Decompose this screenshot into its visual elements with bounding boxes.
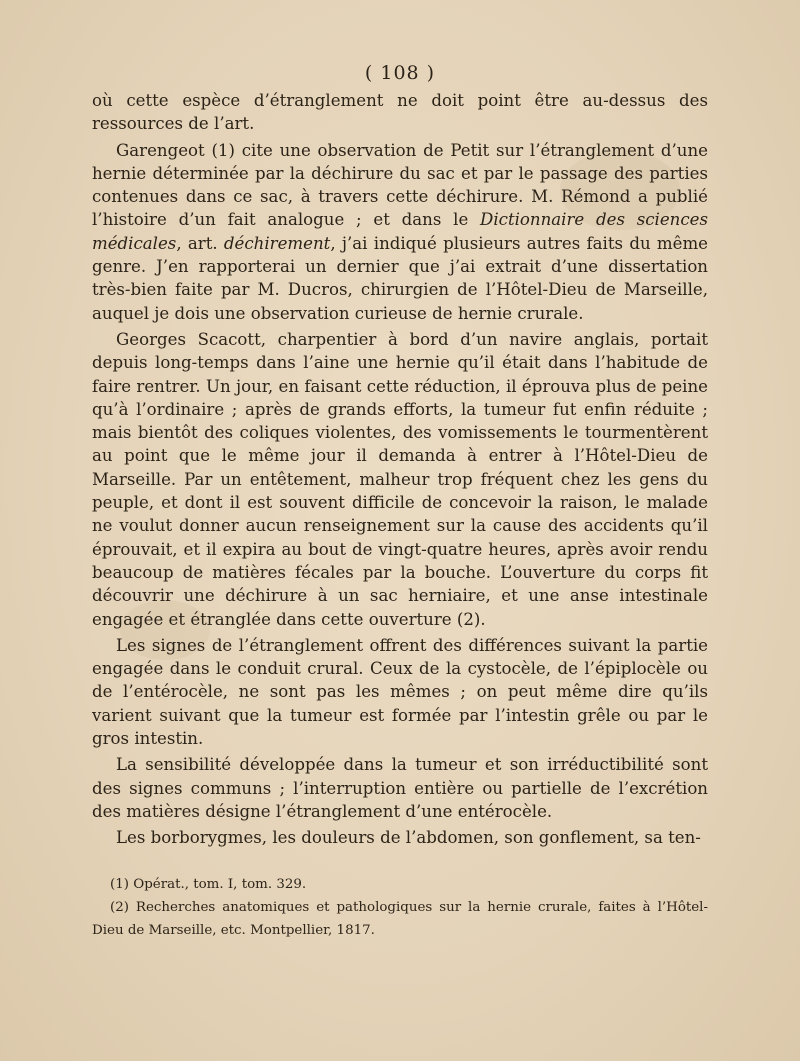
- body-text: [92, 89, 708, 850]
- page-number: ( 108 ): [364, 62, 436, 84]
- paragraph: [92, 139, 708, 325]
- paragraph: Les signes de l’étranglement offrent des différences suivant la partie engagée dans le conduit crural. Ceux de la cystocèle, de l’épiplocèle ou de l’entérocèle, ne sont pas les mêmes ; on peut même dire qu’ils varient suivant que la tumeur est formée par l’intestin grêle ou par le gros intestin.: [92, 635, 708, 749]
- paragraph: Georges Scacott, charpentier à bord d’un navire anglais, portait depuis long-temps dans l’aine une hernie qu’il était dans l’habitude de faire rentrer. Un jour, en faisant cette réduction, il éprouva plus de peine qu’à l’ordinaire ; après de grands efforts, la tumeur fut enfin réduite ; mais bientôt des coliques violentes, des vomissements le tourmentèrent au point que le même jour il demanda à entrer à l’Hôtel-Dieu de Marseille. Par un entêtement, malheur trop fréquent chez les gens du peuple, et dont il est souvent difficile de concevoir la raison, le malade ne voulut donner aucun renseignement sur la cause des accidents qu’il éprouvait, et il expira au bout de vingt-quatre heures, après avoir rendu beaucoup de matières fécales par la bouche. L’ouverture du corps fit découvrir une déchirure à un sac herniaire, et une anse intestinale engagée et étranglée dans cette ouverture (2).: [92, 329, 708, 629]
- footnote: (1) Opérat., tom. I, tom. 329.: [110, 877, 307, 892]
- paragraph-text: , art.: [176, 233, 224, 253]
- paragraph-text: , j’ai indiqué plusieurs autres faits du même genre. J’en rapporterai un dernier que j’ai extrait d’une dissertation très-bien faite par M. Ducros, chirurgien de l’Hôtel-Dieu de Marseille, auquel je dois une observation curieuse de hernie crurale.: [92, 233, 709, 323]
- paragraph: Les borborygmes, les douleurs de l’abdomen, son gonflement, sa ten-: [116, 828, 701, 848]
- work-title: Dictionnaire des sciences médicales: [92, 210, 708, 253]
- paragraph: où cette espèce d’étranglement ne doit point être au-dessus des ressources de l’art.: [92, 91, 708, 134]
- article-title: déchirement: [223, 233, 331, 253]
- footnote: (2) Recherches anatomiques et pathologiques sur la hernie crurale, faites à l’Hôtel-Dieu de Marseille, etc. Montpellier, 1817.: [92, 900, 708, 938]
- paragraph-text: Garengeot (1) cite une observation de Petit sur l’étranglement d’une hernie déterminée par la déchirure du sac et par le passage des parties contenues dans ce sac, à travers cette déchirure. M. Rémond a publié l’histoire d’un fait analogue ; et dans le: [92, 140, 708, 230]
- footnotes: [92, 873, 708, 942]
- paragraph: La sensibilité développée dans la tumeur et son irréductibilité sont des signes communs ; l’interruption entière ou partielle de l’excrétion des matières désigne l’étranglement d’une entérocèle.: [92, 755, 708, 821]
